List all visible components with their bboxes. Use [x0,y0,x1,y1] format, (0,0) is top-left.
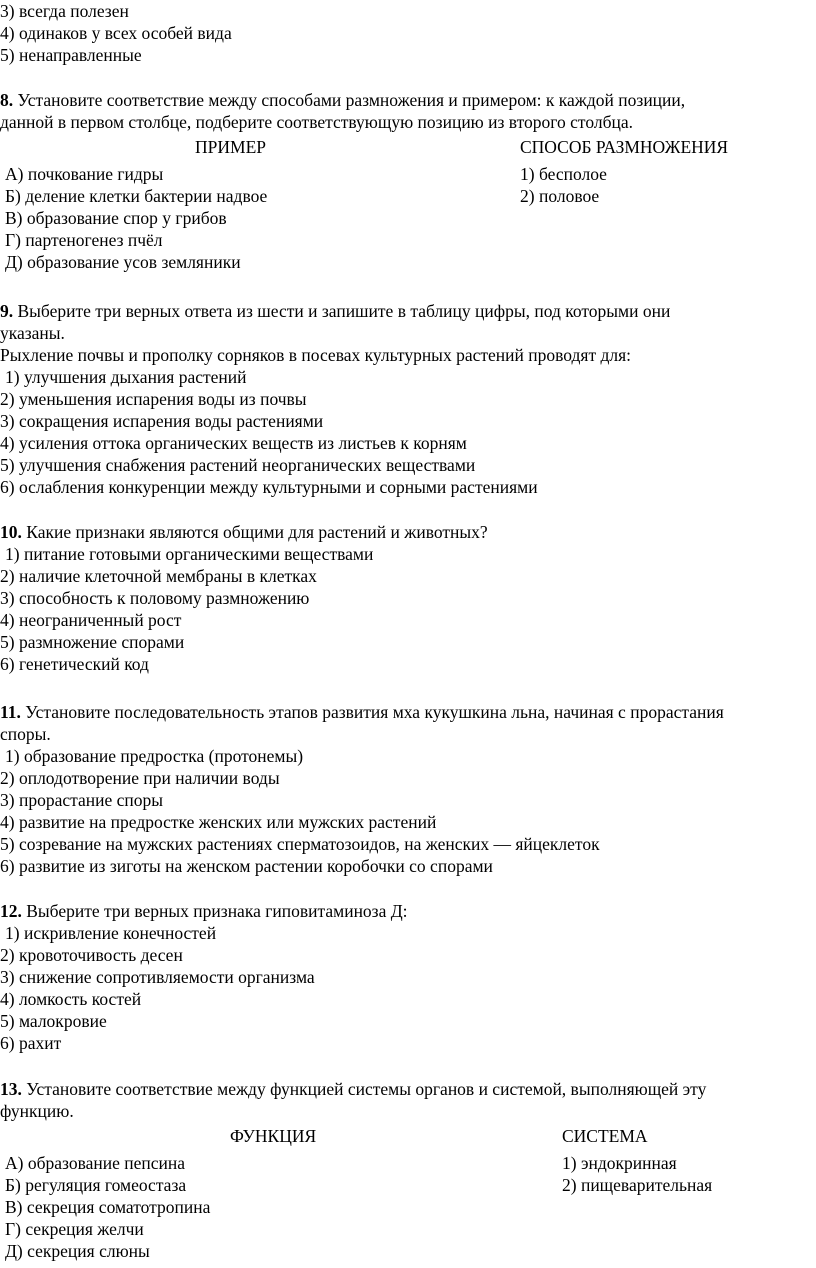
q10-option: 6) генетический код [0,654,149,674]
q11-option: 1) образование предростка (протонемы) [5,746,304,766]
intro-option: 4) одинаков у всех особей вида [0,23,232,43]
q11-option: 3) прорастание споры [0,790,163,810]
q9-option: 4) усиления оттока органических веществ из листьев к корням [0,433,467,453]
q11-option: 2) оплодотворение при наличии воды [0,768,280,788]
q12-option: 1) искривление конечностей [5,923,217,943]
q8-right-item: 1) бесполое [520,164,607,184]
q13-left-header: ФУНКЦИЯ [230,1126,317,1146]
q13-right-item: 2) пищеварительная [562,1175,713,1195]
q8-left-item: А) почкование гидры [5,164,164,184]
q13-right-item: 1) эндокринная [562,1153,677,1173]
q9-option: 1) улучшения дыхания растений [5,367,247,387]
q8-right-header: СПОСОБ РАЗМНОЖЕНИЯ [520,137,729,157]
q8-text-line2: данной в первом столбце, подберите соответствующую позицию из второго столбца. [0,112,633,132]
q12-text-line1: 12. Выберите три верных признака гиповитаминоза Д: [0,901,408,921]
q10-number: 10. [0,522,22,542]
q9-text-line2: указаны. [0,323,65,343]
q12-number: 12. [0,901,22,921]
q13-left-item: А) образование пепсина [5,1153,186,1173]
q9-stem: Рыхление почвы и прополку сорняков в посевах культурных растений проводят для: [0,345,632,365]
q11-text-line1: 11. Установите последовательность этапов развития мха кукушкина льна, начиная с прорастания [0,702,724,722]
q8-left-item: Б) деление клетки бактерии надвое [5,186,268,206]
q13-right-header: СИСТЕМА [562,1126,648,1146]
q13-text-line1: 13. Установите соответствие между функцией системы органов и системой, выполняющей эту [0,1079,707,1099]
q12-option: 2) кровоточивость десен [0,945,183,965]
q8-text-line1: 8. Установите соответствие между способами размножения и примером: к каждой позиции, [0,90,686,110]
intro-option: 3) всегда полезен [0,1,129,21]
q11-option: 5) созревание на мужских растениях сперматозоидов, на женских — яйцеклеток [0,834,600,854]
q9-text-line1: 9. Выберите три верных ответа из шести и запишите в таблицу цифры, под которыми они [0,301,671,321]
q9-number: 9. [0,301,14,321]
q13-left-item: Д) секреция слюны [5,1241,150,1261]
q10-option: 5) размножение спорами [0,632,185,652]
q8-left-item: В) образование спор у грибов [5,208,227,228]
q11-option: 4) развитие на предростке женских или мужских растений [0,812,437,832]
q9-option: 3) сокращения испарения воды растениями [0,411,324,431]
q13-text-line2: функцию. [0,1101,74,1121]
q13-left-item: В) секреция соматотропина [5,1197,211,1217]
q9-option: 2) уменьшения испарения воды из почвы [0,389,307,409]
q10-text-line1: 10. Какие признаки являются общими для растений и животных? [0,522,488,542]
q12-option: 6) рахит [0,1033,62,1053]
q13-number: 13. [0,1079,22,1099]
q12-option: 5) малокровие [0,1011,107,1031]
q10-option: 4) неограниченный рост [0,610,182,630]
q11-text-line2: споры. [0,724,51,744]
q11-option: 6) развитие из зиготы на женском растении коробочки со спорами [0,856,493,876]
q9-option: 5) улучшения снабжения растений неорганических веществами [0,455,476,475]
q10-option: 2) наличие клеточной мембраны в клетках [0,566,317,586]
q12-option: 3) снижение сопротивляемости организма [0,967,315,987]
q8-left-header: ПРИМЕР [195,137,266,157]
q13-left-item: Б) регуляция гомеостаза [5,1175,187,1195]
q10-option: 3) способность к половому размножению [0,588,310,608]
q13-left-item: Г) секреция желчи [5,1219,144,1239]
q8-number: 8. [0,90,14,110]
q8-right-item: 2) половое [520,186,600,206]
q11-number: 11. [0,702,21,722]
q10-option: 1) питание готовыми органическими веществами [5,544,374,564]
q8-left-item: Д) образование усов земляники [5,252,241,272]
intro-option: 5) ненаправленные [0,45,142,65]
q9-option: 6) ослабления конкуренции между культурными и сорными растениями [0,477,538,497]
q12-option: 4) ломкость костей [0,989,142,1009]
q8-left-item: Г) партеногенез пчёл [5,230,163,250]
